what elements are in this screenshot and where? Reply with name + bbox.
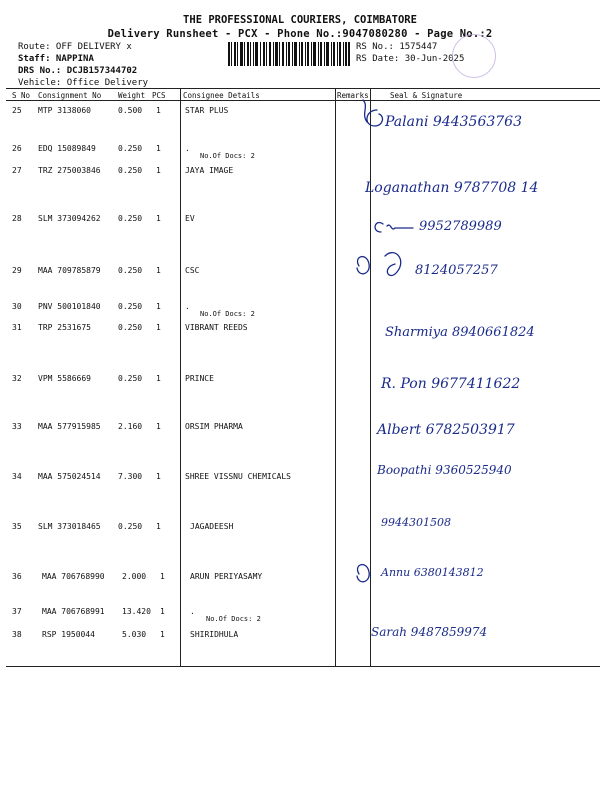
col-pcs: PCS [152,91,166,100]
signature-scribble-icon [357,257,369,274]
table-bottom-rule [6,666,600,667]
signature-scribble-icon [375,223,413,232]
remarks-divider [335,88,336,666]
row-pcs: 1 [156,166,161,175]
signature-8: Boopathi 9360525940 [377,463,512,477]
row-consignee: STAR PLUS [185,106,229,115]
row-consignee: JAGADEESH [190,522,234,531]
row-pcs: 1 [156,472,161,481]
route-label: Route: OFF DELIVERY x [18,42,132,52]
row-sno: 35 [12,522,22,531]
row-consignment: PNV 500101840 [38,302,101,311]
row-consignee: . [185,302,190,311]
row-consignment: TRP 2531675 [38,323,91,332]
row-docs-count: No.Of Docs: 2 [200,310,255,318]
row-consignment: SLM 373094262 [38,214,101,223]
col-weight: Weight [118,91,146,100]
row-weight: 0.250 [118,522,143,531]
row-weight: 0.250 [118,302,143,311]
row-consignment: TRZ 275003846 [38,166,101,175]
signature-6: R. Pon 9677411622 [381,376,521,392]
row-weight: 0.250 [118,323,143,332]
vehicle-label: Vehicle: Office Delivery [18,78,149,88]
table-top-rule [6,88,600,89]
col-seal-signature: Seal & Signature [390,91,463,100]
row-pcs: 1 [156,374,161,383]
row-sno: 37 [12,607,22,616]
row-weight: 2.000 [122,572,147,581]
col-consignee: Consignee Details [183,91,260,100]
rs-date: RS Date: 30-Jun-2025 [356,54,465,64]
row-consignee: . [190,607,195,616]
row-consignee: . [185,144,190,153]
row-consignee: PRINCE [185,374,214,383]
signature-column [355,96,595,656]
signature-11: Sarah 9487859974 [371,625,488,639]
row-sno: 34 [12,472,22,481]
row-sno: 26 [12,144,22,153]
row-pcs: 1 [156,323,161,332]
row-sno: 28 [12,214,22,223]
row-consignee: JAYA IMAGE [185,166,234,175]
row-consignee: ORSIM PHARMA [185,422,243,431]
consignee-divider [180,88,181,666]
row-consignment: RSP 1950044 [42,630,95,639]
table-header-rule [6,100,600,101]
row-weight: 0.250 [118,166,143,175]
signature-2: Loganathan 9787708 14 [365,180,539,196]
row-consignee: SHREE VISSNU CHEMICALS [185,472,291,481]
remarks-tick-icon [363,100,367,122]
row-consignment: MAA 577915985 [38,422,101,431]
signature-9: 9944301508 [381,516,451,529]
row-consignment: VPM 5586669 [38,374,91,383]
row-weight: 2.160 [118,422,143,431]
row-consignment: MAA 575024514 [38,472,101,481]
col-remarks: Remarks [337,91,369,100]
seal-divider [370,88,371,666]
row-pcs: 1 [156,422,161,431]
row-weight: 7.300 [118,472,143,481]
row-weight: 0.250 [118,144,143,153]
row-consignment: MAA 706768991 [42,607,105,616]
row-sno: 33 [12,422,22,431]
signature-scribble-icon [385,253,401,276]
row-pcs: 1 [156,106,161,115]
row-pcs: 1 [156,266,161,275]
row-sno: 32 [12,374,22,383]
row-consignee: CSC [185,266,200,275]
row-weight: 0.250 [118,214,143,223]
row-sno: 27 [12,166,22,175]
row-pcs: 1 [156,302,161,311]
row-sno: 36 [12,572,22,581]
signature-10: Annu 6380143812 [381,566,484,579]
barcode-icon [228,42,350,66]
stamp-icon [452,34,496,78]
row-consignee: SHIRIDHULA [190,630,239,639]
signature-7: Albert 6782503917 [377,422,515,438]
row-pcs: 1 [156,522,161,531]
row-weight: 13.420 [122,607,151,616]
row-weight: 0.250 [118,374,143,383]
signature-1: Palani 9443563763 [385,114,522,130]
row-sno: 30 [12,302,22,311]
row-weight: 0.500 [118,106,143,115]
row-sno: 38 [12,630,22,639]
row-sno: 25 [12,106,22,115]
row-pcs: 1 [156,144,161,153]
signature-4: 8124057257 [415,263,498,278]
company-title: THE PROFESSIONAL COURIERS, COIMBATORE [183,14,417,26]
signature-3: 9952789989 [419,219,502,234]
row-consignee: EV [185,214,195,223]
row-pcs: 1 [160,572,165,581]
rs-number: RS No.: 1575447 [356,42,438,52]
row-consignee: VIBRANT REEDS [185,323,248,332]
row-consignment: EDQ 15089849 [38,144,96,153]
row-sno: 29 [12,266,22,275]
row-pcs: 1 [156,214,161,223]
row-consignment: SLM 373018465 [38,522,101,531]
col-consignment: Consignment No [38,91,102,100]
row-consignment: MTP 3138060 [38,106,91,115]
row-weight: 5.030 [122,630,147,639]
col-sno: S No [12,91,31,100]
row-docs-count: No.Of Docs: 2 [206,615,261,623]
runsheet-subtitle: Delivery Runsheet - PCX - Phone No.:9047080280 - Page No.:2 [107,28,493,40]
row-docs-count: No.Of Docs: 2 [200,152,255,160]
row-pcs: 1 [160,630,165,639]
drs-label: DRS No.: DCJB157344702 [18,66,138,76]
row-consignment: MAA 706768990 [42,572,105,581]
staff-label: Staff: NAPPINA [18,54,94,64]
row-pcs: 1 [160,607,165,616]
signature-scribble-icon [357,565,369,582]
row-consignment: MAA 709785879 [38,266,101,275]
row-sno: 31 [12,323,22,332]
row-weight: 0.250 [118,266,143,275]
row-consignee: ARUN PERIYASAMY [190,572,263,581]
signature-5: Sharmiya 8940661824 [385,325,535,340]
